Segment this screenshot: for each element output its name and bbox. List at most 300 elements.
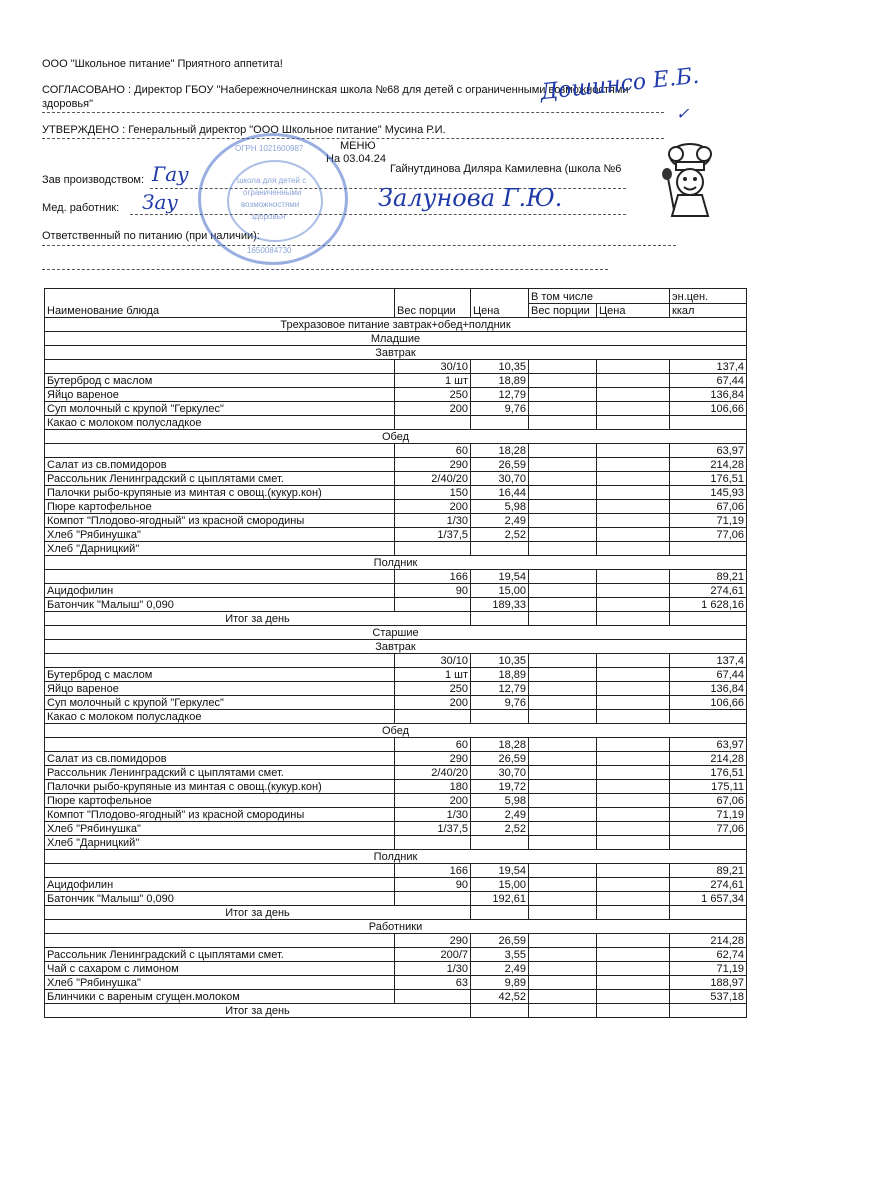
dish-row xyxy=(45,752,747,766)
dish-weight: 250 xyxy=(395,388,471,402)
dish-price: 18,28 xyxy=(471,738,529,752)
dish-weight xyxy=(395,598,471,612)
dish-weight: 63 xyxy=(395,976,471,990)
dish-kcal: 67,44 xyxy=(670,668,747,682)
meal-section-label: Завтрак xyxy=(45,346,747,360)
dish-row xyxy=(45,990,747,1004)
plan-label: Трехразовое питание завтрак+обед+полдник xyxy=(45,318,747,332)
total-cell xyxy=(597,906,670,920)
dish-weight: 166 xyxy=(395,864,471,878)
dish-kcal: 537,18 xyxy=(670,990,747,1004)
dish-sub-price xyxy=(597,752,670,766)
dish-price: 26,59 xyxy=(471,458,529,472)
dish-name: Рассольник Ленинградский с цыплятами смет. xyxy=(45,766,395,780)
dish-sub-weight xyxy=(529,374,597,388)
dish-name: Какао с молоком полусладкое xyxy=(45,416,395,430)
dish-sub-weight xyxy=(529,416,597,430)
dish-name xyxy=(45,864,395,878)
dish-name: Пюре картофельное xyxy=(45,500,395,514)
dish-weight: 290 xyxy=(395,934,471,948)
dish-name xyxy=(45,738,395,752)
col-header-name: Наименование блюда xyxy=(45,289,395,318)
total-cell xyxy=(529,1004,597,1018)
dish-kcal: 214,28 xyxy=(670,458,747,472)
dish-kcal: 175,11 xyxy=(670,780,747,794)
dish-kcal: 188,97 xyxy=(670,976,747,990)
dish-price: 2,49 xyxy=(471,514,529,528)
dish-name: Хлеб "Рябинушка" xyxy=(45,976,395,990)
dish-row xyxy=(45,416,747,430)
dish-price: 16,44 xyxy=(471,486,529,500)
dish-name: Яйцо вареное xyxy=(45,682,395,696)
stamp-text: ограниченными xyxy=(243,188,302,197)
col-header-weight: Вес порции xyxy=(395,289,471,318)
total-cell xyxy=(471,612,529,626)
dish-weight: 60 xyxy=(395,444,471,458)
dish-price: 30,70 xyxy=(471,472,529,486)
dish-kcal xyxy=(670,542,747,556)
dish-row xyxy=(45,542,747,556)
dish-name: Хлеб "Рябинушка" xyxy=(45,822,395,836)
dish-weight xyxy=(395,542,471,556)
dish-sub-price xyxy=(597,388,670,402)
dish-sub-price xyxy=(597,794,670,808)
dish-sub-price xyxy=(597,374,670,388)
dish-row xyxy=(45,500,747,514)
col-header-price: Цена xyxy=(471,289,529,318)
dish-row xyxy=(45,402,747,416)
dish-sub-price xyxy=(597,780,670,794)
dish-price: 9,76 xyxy=(471,696,529,710)
dish-price xyxy=(471,416,529,430)
dish-weight: 1/30 xyxy=(395,962,471,976)
dish-name: Бутерброд с маслом xyxy=(45,374,395,388)
dish-kcal xyxy=(670,836,747,850)
dish-sub-price xyxy=(597,542,670,556)
approved-underline xyxy=(42,138,664,139)
dish-name: Хлеб "Дарницкий" xyxy=(45,542,395,556)
dish-sub-price xyxy=(597,570,670,584)
dish-price: 18,89 xyxy=(471,668,529,682)
plan-row xyxy=(45,318,747,332)
dish-sub-weight xyxy=(529,598,597,612)
chef-logo-icon xyxy=(656,140,728,220)
group-label: Старшие xyxy=(45,626,747,640)
dish-sub-price xyxy=(597,500,670,514)
dish-name: Какао с молоком полусладкое xyxy=(45,710,395,724)
director-signature: Дошинсо Е.Б. xyxy=(539,63,701,106)
dish-weight xyxy=(395,836,471,850)
meal-section-label: Завтрак xyxy=(45,640,747,654)
dish-sub-price xyxy=(597,696,670,710)
dish-sub-price xyxy=(597,948,670,962)
dish-name: Рассольник Ленинградский с цыплятами смет. xyxy=(45,948,395,962)
total-cell xyxy=(597,1004,670,1018)
dish-sub-weight xyxy=(529,570,597,584)
responsible-label: Ответственный по питанию (при наличии): xyxy=(42,230,260,242)
dish-row xyxy=(45,570,747,584)
dish-weight: 1/30 xyxy=(395,808,471,822)
dish-weight: 1/30 xyxy=(395,514,471,528)
meal-section-row xyxy=(45,640,747,654)
dish-sub-weight xyxy=(529,500,597,514)
dish-name: Пюре картофельное xyxy=(45,794,395,808)
day-total-row xyxy=(45,1004,747,1018)
dish-kcal: 137,4 xyxy=(670,360,747,374)
dish-name: Батончик "Малыш" 0,090 xyxy=(45,598,395,612)
dish-row xyxy=(45,822,747,836)
dish-sub-weight xyxy=(529,962,597,976)
dish-row xyxy=(45,598,747,612)
dish-sub-weight xyxy=(529,710,597,724)
dish-sub-weight xyxy=(529,780,597,794)
dish-price xyxy=(471,836,529,850)
dish-row xyxy=(45,808,747,822)
total-cell xyxy=(670,612,747,626)
dish-sub-price xyxy=(597,416,670,430)
dish-sub-weight xyxy=(529,752,597,766)
dish-price: 9,89 xyxy=(471,976,529,990)
dish-row xyxy=(45,878,747,892)
dish-price: 189,33 xyxy=(471,598,529,612)
dish-row xyxy=(45,682,747,696)
dish-price: 12,79 xyxy=(471,388,529,402)
dish-sub-price xyxy=(597,822,670,836)
dish-weight: 200 xyxy=(395,696,471,710)
dish-sub-weight xyxy=(529,472,597,486)
stamp-text: школа для детей с xyxy=(237,176,307,185)
dish-row xyxy=(45,514,747,528)
menu-title: МЕНЮ xyxy=(340,140,376,152)
responsible-underline xyxy=(42,245,676,246)
medic-signature: Зау xyxy=(142,190,178,214)
dish-sub-weight xyxy=(529,794,597,808)
col-header-sub-price: Цена xyxy=(597,303,670,318)
dish-name: Суп молочный с крупой "Геркулес" xyxy=(45,696,395,710)
dish-weight: 200/7 xyxy=(395,948,471,962)
dish-row xyxy=(45,486,747,500)
dish-name: Салат из св.помидоров xyxy=(45,458,395,472)
dish-row xyxy=(45,374,747,388)
dish-name: Чай с сахаром с лимоном xyxy=(45,962,395,976)
dish-weight: 1 шт xyxy=(395,374,471,388)
dish-kcal: 106,66 xyxy=(670,402,747,416)
dish-kcal: 63,97 xyxy=(670,738,747,752)
dish-price: 9,76 xyxy=(471,402,529,416)
dish-sub-weight xyxy=(529,864,597,878)
dish-sub-price xyxy=(597,514,670,528)
dish-weight: 1/37,5 xyxy=(395,528,471,542)
dish-sub-weight xyxy=(529,878,597,892)
dish-sub-weight xyxy=(529,668,597,682)
dish-weight: 1/37,5 xyxy=(395,822,471,836)
header-row xyxy=(45,289,747,304)
dish-kcal xyxy=(670,416,747,430)
dish-sub-weight xyxy=(529,934,597,948)
dish-price: 42,52 xyxy=(471,990,529,1004)
group-label: Младшие xyxy=(45,332,747,346)
dish-name: Хлеб "Рябинушка" xyxy=(45,528,395,542)
dish-row xyxy=(45,738,747,752)
dish-weight xyxy=(395,892,471,906)
dish-kcal: 274,61 xyxy=(670,878,747,892)
menu-date: На 03.04.24 xyxy=(326,153,386,165)
dish-sub-weight xyxy=(529,766,597,780)
dish-price: 30,70 xyxy=(471,766,529,780)
dish-kcal: 106,66 xyxy=(670,696,747,710)
extra-underline xyxy=(42,269,608,270)
total-cell xyxy=(471,1004,529,1018)
dish-kcal: 67,44 xyxy=(670,374,747,388)
dish-price: 26,59 xyxy=(471,752,529,766)
dish-price: 19,54 xyxy=(471,570,529,584)
dish-weight: 150 xyxy=(395,486,471,500)
dish-sub-price xyxy=(597,864,670,878)
dish-kcal: 63,97 xyxy=(670,444,747,458)
dish-sub-weight xyxy=(529,976,597,990)
dish-sub-weight xyxy=(529,402,597,416)
dish-sub-price xyxy=(597,528,670,542)
dish-price: 192,61 xyxy=(471,892,529,906)
agreed-line-continued: здоровья" xyxy=(42,98,94,110)
dish-sub-price xyxy=(597,682,670,696)
dish-name: Салат из св.помидоров xyxy=(45,752,395,766)
dish-name: Ацидофилин xyxy=(45,584,395,598)
dish-weight: 250 xyxy=(395,682,471,696)
dish-sub-price xyxy=(597,962,670,976)
dish-sub-price xyxy=(597,444,670,458)
dish-sub-price xyxy=(597,892,670,906)
dish-sub-weight xyxy=(529,990,597,1004)
dish-row xyxy=(45,892,747,906)
dish-price: 15,00 xyxy=(471,584,529,598)
dish-sub-price xyxy=(597,668,670,682)
meal-section-row xyxy=(45,430,747,444)
dish-name: Рассольник Ленинградский с цыплятами смет. xyxy=(45,472,395,486)
total-cell xyxy=(529,612,597,626)
dish-sub-price xyxy=(597,360,670,374)
dish-weight xyxy=(395,710,471,724)
dish-weight: 90 xyxy=(395,584,471,598)
dish-price: 19,72 xyxy=(471,780,529,794)
production-name: Гайнутдинова Диляра Камилевна (школа №6 xyxy=(390,163,622,175)
meal-section-row xyxy=(45,346,747,360)
dish-weight: 290 xyxy=(395,458,471,472)
dish-name xyxy=(45,360,395,374)
dish-kcal: 77,06 xyxy=(670,528,747,542)
dish-sub-weight xyxy=(529,948,597,962)
dish-sub-weight xyxy=(529,654,597,668)
total-cell xyxy=(670,1004,747,1018)
dish-price: 3,55 xyxy=(471,948,529,962)
dish-kcal: 67,06 xyxy=(670,794,747,808)
dish-kcal: 77,06 xyxy=(670,822,747,836)
col-header-including: В том числе xyxy=(529,289,670,304)
group-row xyxy=(45,626,747,640)
dish-sub-weight xyxy=(529,514,597,528)
dish-row xyxy=(45,472,747,486)
dish-sub-price xyxy=(597,584,670,598)
dish-name: Компот "Плодово-ягодный" из красной смородины xyxy=(45,514,395,528)
dish-sub-price xyxy=(597,738,670,752)
meal-section-row xyxy=(45,850,747,864)
dish-weight: 180 xyxy=(395,780,471,794)
dish-kcal: 214,28 xyxy=(670,934,747,948)
dish-price: 26,59 xyxy=(471,934,529,948)
dish-price: 5,98 xyxy=(471,794,529,808)
dish-row xyxy=(45,360,747,374)
meal-section-label: Обед xyxy=(45,430,747,444)
dish-name xyxy=(45,934,395,948)
agreed-line: СОГЛАСОВАНО : Директор ГБОУ "Набережночелнинская школа №68 для детей с ограниченными возможностями xyxy=(42,84,629,96)
group-row xyxy=(45,332,747,346)
dish-sub-price xyxy=(597,808,670,822)
day-total-row xyxy=(45,612,747,626)
dish-price: 2,49 xyxy=(471,808,529,822)
dish-name: Компот "Плодово-ягодный" из красной смородины xyxy=(45,808,395,822)
col-header-sub-weight: Вес порции xyxy=(529,303,597,318)
day-total-label: Итог за день xyxy=(45,612,471,626)
dish-price: 10,35 xyxy=(471,360,529,374)
col-header-kcal: ккал xyxy=(670,303,747,318)
dish-kcal: 62,74 xyxy=(670,948,747,962)
dish-price: 18,89 xyxy=(471,374,529,388)
dish-row xyxy=(45,962,747,976)
dish-price xyxy=(471,542,529,556)
dish-name: Хлеб "Дарницкий" xyxy=(45,836,395,850)
dish-sub-weight xyxy=(529,528,597,542)
dish-kcal: 176,51 xyxy=(670,472,747,486)
dish-row xyxy=(45,976,747,990)
dish-sub-weight xyxy=(529,486,597,500)
dish-kcal: 136,84 xyxy=(670,682,747,696)
dish-kcal: 136,84 xyxy=(670,388,747,402)
dish-weight: 30/10 xyxy=(395,654,471,668)
dish-weight: 30/10 xyxy=(395,360,471,374)
dish-name: Яйцо вареное xyxy=(45,388,395,402)
approved-line: УТВЕРЖДЕНО : Генеральный директор "ООО Школьное питание" Мусина Р.И. xyxy=(42,124,446,136)
dish-kcal: 67,06 xyxy=(670,500,747,514)
dish-sub-price xyxy=(597,878,670,892)
dish-sub-price xyxy=(597,976,670,990)
stamp-text: ОГРН 1021600987 xyxy=(235,144,304,153)
dish-weight xyxy=(395,990,471,1004)
dish-price: 10,35 xyxy=(471,654,529,668)
dish-sub-weight xyxy=(529,388,597,402)
dish-sub-price xyxy=(597,486,670,500)
dish-sub-weight xyxy=(529,892,597,906)
dish-sub-price xyxy=(597,766,670,780)
dish-weight: 2/40/20 xyxy=(395,472,471,486)
dish-sub-weight xyxy=(529,584,597,598)
dish-row xyxy=(45,864,747,878)
dish-price: 5,98 xyxy=(471,500,529,514)
dish-name: Суп молочный с крупой "Геркулес" xyxy=(45,402,395,416)
dish-row xyxy=(45,444,747,458)
dish-row xyxy=(45,388,747,402)
total-cell xyxy=(670,906,747,920)
dish-price: 2,52 xyxy=(471,528,529,542)
dish-name: Бутерброд с маслом xyxy=(45,668,395,682)
dish-name: Палочки рыбо-крупяные из минтая с овощ.(кукур.кон) xyxy=(45,486,395,500)
dish-price: 12,79 xyxy=(471,682,529,696)
dish-price xyxy=(471,710,529,724)
stamp-text: 1650084730 xyxy=(247,246,292,255)
dish-row xyxy=(45,934,747,948)
dish-kcal: 176,51 xyxy=(670,766,747,780)
dish-price: 15,00 xyxy=(471,878,529,892)
dish-sub-weight xyxy=(529,822,597,836)
dish-row xyxy=(45,948,747,962)
dish-row xyxy=(45,696,747,710)
dish-weight: 200 xyxy=(395,402,471,416)
day-total-label: Итог за день xyxy=(45,1004,471,1018)
medic-label: Мед. работник: xyxy=(42,202,120,214)
dish-sub-weight xyxy=(529,458,597,472)
dish-weight: 166 xyxy=(395,570,471,584)
dish-sub-price xyxy=(597,836,670,850)
dish-row xyxy=(45,668,747,682)
dish-row xyxy=(45,710,747,724)
day-total-row xyxy=(45,906,747,920)
dish-sub-price xyxy=(597,598,670,612)
menu-table xyxy=(44,288,747,1018)
dish-sub-price xyxy=(597,990,670,1004)
dish-sub-weight xyxy=(529,808,597,822)
dish-kcal: 137,4 xyxy=(670,654,747,668)
dish-sub-price xyxy=(597,458,670,472)
meal-section-row xyxy=(45,724,747,738)
dish-row xyxy=(45,584,747,598)
group-label: Работники xyxy=(45,920,747,934)
dish-sub-price xyxy=(597,402,670,416)
total-cell xyxy=(529,906,597,920)
meal-section-label: Обед xyxy=(45,724,747,738)
stamp-text: здоровья xyxy=(251,212,286,221)
dish-row xyxy=(45,780,747,794)
school-stamp xyxy=(198,133,348,265)
dish-name: Батончик "Малыш" 0,090 xyxy=(45,892,395,906)
dish-row xyxy=(45,836,747,850)
dish-kcal: 274,61 xyxy=(670,584,747,598)
dish-kcal: 71,19 xyxy=(670,808,747,822)
dish-sub-weight xyxy=(529,542,597,556)
dish-row xyxy=(45,458,747,472)
dish-kcal: 71,19 xyxy=(670,962,747,976)
dish-sub-weight xyxy=(529,444,597,458)
dish-kcal: 1 657,34 xyxy=(670,892,747,906)
dish-kcal: 214,28 xyxy=(670,752,747,766)
meal-section-label: Полдник xyxy=(45,556,747,570)
dish-weight: 2/40/20 xyxy=(395,766,471,780)
dish-sub-price xyxy=(597,654,670,668)
dish-weight: 290 xyxy=(395,752,471,766)
dish-kcal: 145,93 xyxy=(670,486,747,500)
dish-price: 2,49 xyxy=(471,962,529,976)
dish-weight: 200 xyxy=(395,794,471,808)
dish-sub-price xyxy=(597,934,670,948)
dish-weight: 90 xyxy=(395,878,471,892)
dish-price: 2,52 xyxy=(471,822,529,836)
dish-sub-price xyxy=(597,710,670,724)
dish-weight: 200 xyxy=(395,500,471,514)
dish-kcal xyxy=(670,710,747,724)
total-cell xyxy=(597,612,670,626)
dish-kcal: 89,21 xyxy=(670,864,747,878)
dish-name: Палочки рыбо-крупяные из минтая с овощ.(кукур.кон) xyxy=(45,780,395,794)
dish-name xyxy=(45,444,395,458)
dish-weight: 60 xyxy=(395,738,471,752)
